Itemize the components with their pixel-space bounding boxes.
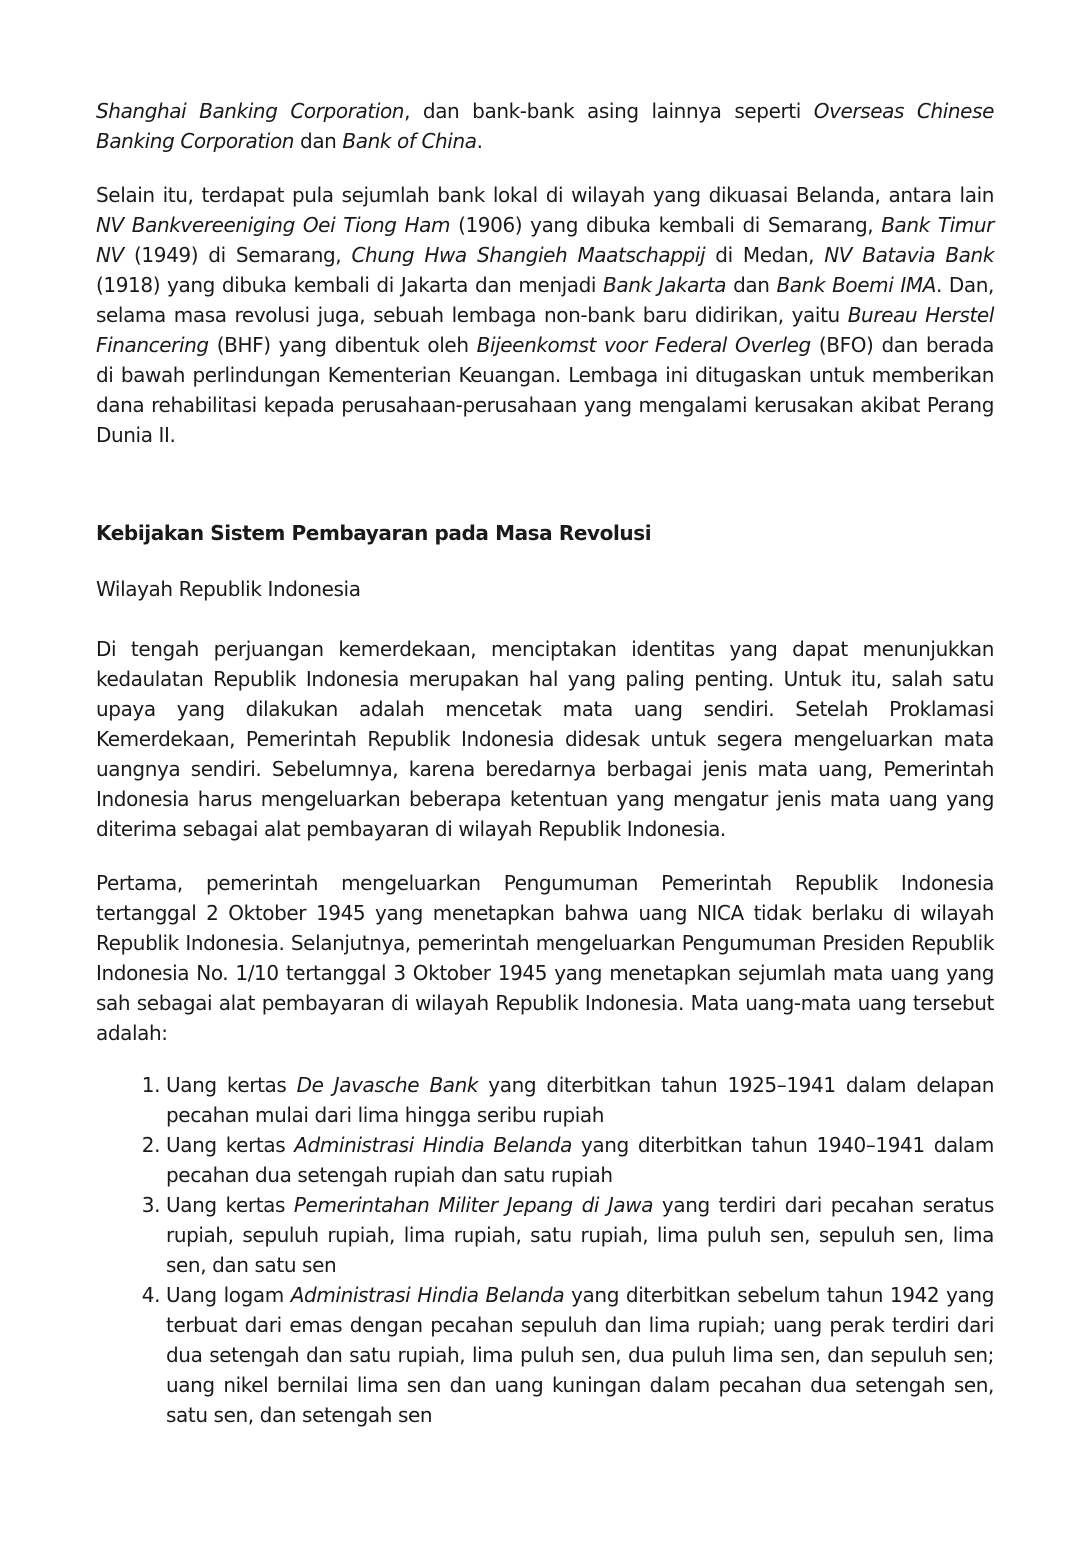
document-page (96, 96, 994, 1430)
text: Uang kertas (166, 1133, 295, 1157)
text-italic: Pemerintahan Militer Jepang di Jawa (293, 1193, 654, 1217)
currency-list (96, 1070, 994, 1430)
text-italic: Bank Timur NV (96, 213, 994, 267)
text-italic: Shanghai Banking Corporation (96, 99, 405, 123)
text: (1949) di Semarang, (123, 243, 352, 267)
text: yang diterbitkan tahun 1940–1941 dalam pecahan dua setengah rupiah dan satu rupiah (166, 1133, 994, 1187)
section-heading: Kebijakan Sistem Pembayaran pada Masa Revolusi (96, 521, 652, 545)
text-italic: Bureau Herstel Financering (96, 303, 994, 357)
paragraph-announcements: Pertama, pemerintah mengeluarkan Pengumuman Pemerintah Republik Indonesia tertanggal 2 Oktober 1945 yang menetapkan bahwa uang NICA tidak berlaku di wilayah Republik Indonesia. Selanjutnya, pemerintah mengeluarkan Pengumuman Presiden Republik Indonesia No. 1/10 tertanggal 3 Oktober 1945 yang menetapkan sejumlah mata uang yang sah sebagai alat pembayaran di wilayah Republik Indonesia. Mata uang-mata uang tersebut adalah: (96, 871, 994, 1045)
section-subheading: Wilayah Republik Indonesia (96, 577, 361, 601)
text: Uang kertas (166, 1073, 297, 1097)
text-italic: Bank of China (342, 129, 477, 153)
text-italic: De Javasche Bank (296, 1073, 479, 1097)
text: , dan bank-bank asing lainnya seperti (404, 99, 814, 123)
text: Selain itu, terdapat pula sejumlah bank lokal di wilayah yang dikuasai Belanda, antara lain (96, 183, 994, 207)
text-italic: Administrasi Hindia Belanda (294, 1133, 572, 1157)
text: (BHF) yang dibentuk oleh (208, 333, 477, 357)
text: (1918) yang dibuka kembali di Jakarta dan menjadi (96, 273, 604, 297)
text: Uang kertas (166, 1193, 294, 1217)
text-italic: NV Bankvereeniging Oei Tiong Ham (96, 213, 451, 237)
text: yang diterbitkan tahun 1925–1941 dalam delapan pecahan mulai dari lima hingga seribu rupiah (166, 1073, 994, 1127)
list-item (166, 1190, 994, 1280)
text-italic: Bank Boemi IMA (776, 273, 936, 297)
paragraph-identity: Di tengah perjuangan kemerdekaan, menciptakan identitas yang dapat menunjukkan kedaulatan Republik Indonesia merupakan hal yang paling penting. Untuk itu, salah satu upaya yang dilakukan adalah mencetak mata uang sendiri. Setelah Proklamasi Kemerdekaan, Pemerintah Republik Indonesia didesak untuk segera mengeluarkan mata uangnya sendiri. Sebelumnya, karena beredarnya berbagai jenis mata uang, Pemerintah Indonesia harus mengeluarkan beberapa ketentuan yang mengatur jenis mata uang yang diterima sebagai alat pembayaran di wilayah Republik Indonesia. (96, 637, 994, 841)
text-italic: Chung Hwa Shangieh Maatschappij (351, 243, 706, 267)
list-item (166, 1130, 994, 1190)
text: (1906) yang dibuka kembali di Semarang, (450, 213, 882, 237)
paragraph-banks-local (96, 180, 994, 450)
text: . Dan, selama masa revolusi juga, sebuah lembaga non-bank baru didirikan, yaitu (96, 273, 994, 327)
text-italic: Overseas Chinese Banking Corporation (96, 99, 995, 153)
list-item (166, 1280, 994, 1430)
text-italic: Administrasi Hindia Belanda (290, 1283, 565, 1307)
text-italic: Bijeenkomst voor Federal Overleg (476, 333, 811, 357)
text: dan (294, 129, 343, 153)
text: . (476, 129, 483, 153)
text: di Medan, (705, 243, 825, 267)
text: (BFO) dan berada di bawah perlindungan Kementerian Keuangan. Lembaga ini ditugaskan untuk memberikan dana rehabilitasi kepada perusahaan-perusahaan yang mengalami kerusakan akibat Perang Dunia II. (96, 333, 994, 447)
text-italic: NV Batavia Bank (824, 243, 994, 267)
text: Uang logam (166, 1283, 291, 1307)
list-item (166, 1070, 994, 1130)
text-italic: Bank Jakarta (603, 273, 727, 297)
text: yang terdiri dari pecahan seratus rupiah, sepuluh rupiah, lima rupiah, satu rupiah, lima puluh sen, sepuluh sen, lima sen, dan satu sen (166, 1193, 994, 1277)
text: dan (726, 273, 777, 297)
text: yang diterbitkan sebelum tahun 1942 yang terbuat dari emas dengan pecahan sepuluh dan lima rupiah; uang perak terdiri dari dua setengah dan satu rupiah, lima puluh sen, dua puluh lima sen, dan sepuluh sen; uang nikel bernilai lima sen dan uang kuningan dalam pecahan dua setengah sen, satu sen, dan setengah sen (166, 1283, 994, 1427)
paragraph-banks-foreign (96, 96, 994, 156)
